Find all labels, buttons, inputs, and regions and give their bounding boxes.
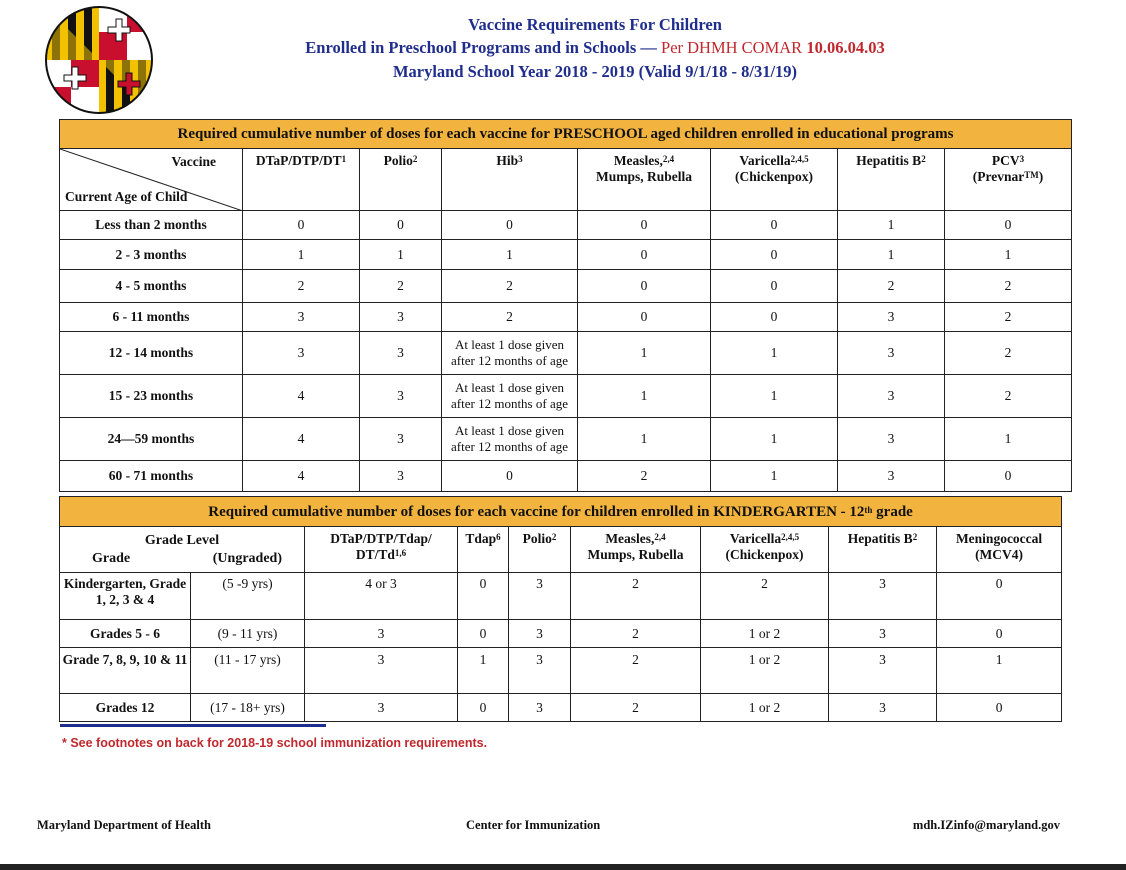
col-header-text-2: (Chickenpox)	[725, 547, 804, 562]
dose-cell: 2	[945, 270, 1072, 303]
col-header-text: DTaP/DTP/DT	[255, 153, 342, 168]
col-header-mmr	[578, 149, 711, 211]
dose-cell: 3	[829, 694, 937, 722]
vaccine-corner-label: Vaccine	[171, 154, 216, 169]
grade-level-header	[60, 527, 305, 573]
dose-cell: 0	[442, 211, 578, 240]
dose-cell: 0	[937, 620, 1062, 648]
dose-cell: 1	[711, 332, 838, 375]
subtitle-line	[160, 38, 1030, 58]
corner-cell	[60, 149, 243, 211]
dose-cell: 0	[945, 211, 1072, 240]
col-header-text: Polio	[383, 153, 413, 168]
dose-cell: 1	[711, 461, 838, 492]
dose-cell: 1	[578, 332, 711, 375]
dose-cell: 1	[838, 240, 945, 270]
dose-cell: 0	[442, 461, 578, 492]
dose-cell: 3	[829, 648, 937, 694]
dose-cell: 1	[578, 418, 711, 461]
age-label: Less than 2 months	[60, 211, 243, 240]
dose-cell: 1 or 2	[701, 620, 829, 648]
dose-cell: 3	[360, 303, 442, 332]
table-row	[60, 620, 1062, 648]
dose-cell: 3	[838, 461, 945, 492]
dose-cell: At least 1 dose given after 12 months of age	[442, 332, 578, 375]
dose-cell: 2	[571, 573, 701, 620]
dose-cell: 2	[945, 303, 1072, 332]
footnote-ref: 2	[412, 154, 418, 164]
dose-cell: 3	[829, 573, 937, 620]
dose-cell: 3	[838, 303, 945, 332]
col-header-dtap	[243, 149, 360, 211]
trademark: TM	[1024, 170, 1039, 180]
col-header-text: DTaP/DTP/Tdap/	[330, 531, 432, 546]
dose-cell: 2	[571, 648, 701, 694]
footnote-ref: 2,4,5	[781, 532, 800, 542]
dose-cell: 3	[360, 375, 442, 418]
col-header-text-2: Mumps, Rubella	[587, 547, 684, 562]
dose-cell: 3	[838, 375, 945, 418]
col-header-text: Hepatitis B	[856, 153, 922, 168]
dose-cell: 0	[578, 270, 711, 303]
col-header-text-2: (Chickenpox)	[734, 169, 813, 184]
grade-label: Grade 7, 8, 9, 10 & 11	[60, 648, 191, 694]
dose-cell: 1	[360, 240, 442, 270]
dose-cell: 2	[571, 694, 701, 722]
age-range: (5 -9 yrs)	[191, 573, 305, 620]
table-row	[60, 303, 1072, 332]
k12-banner-text: Required cumulative number of doses for each vaccine for children enrolled in KINDERGARTEN - 12	[208, 503, 865, 520]
col-header-tdap	[458, 527, 509, 573]
dose-cell: 1	[243, 240, 360, 270]
dose-cell: 0	[937, 694, 1062, 722]
dose-cell: 1	[711, 375, 838, 418]
col-header-text-2: (Prevnar	[972, 169, 1025, 184]
col-header-text-2: DT/Td	[355, 547, 395, 562]
footnote-ref: 2,4	[654, 532, 666, 542]
dose-cell: 3	[305, 694, 458, 722]
grade-level-label: Grade Level	[144, 533, 220, 548]
age-range: (11 - 17 yrs)	[191, 648, 305, 694]
age-label: 15 - 23 months	[60, 375, 243, 418]
col-header-dtap	[305, 527, 458, 573]
dose-cell: 4 or 3	[305, 573, 458, 620]
age-label: 2 - 3 months	[60, 240, 243, 270]
age-label: 6 - 11 months	[60, 303, 243, 332]
footnote-ref: 2,4,5	[790, 154, 809, 164]
preschool-banner: Required cumulative number of doses for each vaccine for PRESCHOOL aged children enrolled in educational programs	[60, 120, 1072, 149]
age-corner-label: Current Age of Child	[65, 189, 188, 204]
dose-cell: 4	[243, 461, 360, 492]
footnote-ref: 2	[551, 532, 557, 542]
col-header-text: Measles,	[613, 153, 663, 168]
k12-banner-end: grade	[872, 503, 913, 520]
dose-cell: 1 or 2	[701, 694, 829, 722]
dose-cell: 2	[243, 270, 360, 303]
dose-cell: 0	[711, 211, 838, 240]
dose-cell: 3	[838, 418, 945, 461]
col-header-mmr	[571, 527, 701, 573]
col-header-text: Polio	[522, 531, 552, 546]
dose-cell: 0	[937, 573, 1062, 620]
dose-cell: 3	[360, 332, 442, 375]
dose-cell: 2	[945, 332, 1072, 375]
footnote-ref: 3	[1019, 154, 1025, 164]
maryland-flag-seal-icon	[44, 5, 154, 115]
col-header-hib	[442, 149, 578, 211]
table-row	[60, 332, 1072, 375]
superscript: th	[864, 504, 873, 515]
table-row	[60, 648, 1062, 694]
footer-center: Center for Immunization	[466, 818, 601, 832]
col-header-text: Varicella	[729, 531, 782, 546]
table-row	[60, 694, 1062, 722]
divider-line	[60, 724, 326, 727]
dose-cell: 1	[838, 211, 945, 240]
age-range: (17 - 18+ yrs)	[191, 694, 305, 722]
grade-label: Grades 5 - 6	[60, 620, 191, 648]
dose-cell: At least 1 dose given after 12 months of age	[442, 418, 578, 461]
table-row	[60, 211, 1072, 240]
dose-cell: 0	[711, 303, 838, 332]
col-header-hepb	[829, 527, 937, 573]
dose-cell: 2	[571, 620, 701, 648]
dose-cell: 0	[711, 240, 838, 270]
dose-cell: 2	[838, 270, 945, 303]
dose-cell: 3	[509, 620, 571, 648]
dose-cell: 1	[945, 240, 1072, 270]
dose-cell: 3	[838, 332, 945, 375]
preschool-table	[59, 119, 1072, 492]
col-header-text: Hib	[496, 153, 519, 168]
school-year: Maryland School Year 2018 - 2019 (Valid 9/1/18 - 8/31/19)	[392, 62, 798, 81]
col-header-varicella	[701, 527, 829, 573]
footer-department: Maryland Department of Health	[37, 818, 211, 832]
dose-cell: 2	[360, 270, 442, 303]
bottom-edge	[0, 864, 1126, 870]
dose-cell: 3	[360, 418, 442, 461]
col-header-hepb	[838, 149, 945, 211]
dose-cell: 3	[243, 332, 360, 375]
dose-cell: 4	[243, 418, 360, 461]
dose-cell: 4	[243, 375, 360, 418]
dose-cell: 0	[578, 211, 711, 240]
dose-cell: 0	[243, 211, 360, 240]
age-label: 60 - 71 months	[60, 461, 243, 492]
footnote-ref: 1	[341, 154, 347, 164]
col-header-text: PCV	[991, 153, 1020, 168]
table-row	[60, 375, 1072, 418]
dose-cell: 0	[711, 270, 838, 303]
dose-cell: 3	[509, 648, 571, 694]
dose-cell: 1	[945, 418, 1072, 461]
table-row	[60, 270, 1072, 303]
comar-number: 10.06.04.03	[806, 38, 885, 57]
col-header-text: Tdap	[465, 531, 497, 546]
footnote-ref: 3	[518, 154, 523, 164]
col-header-text: Measles,	[605, 531, 655, 546]
dose-cell: 0	[458, 573, 509, 620]
k12-table	[59, 496, 1062, 722]
table-row	[60, 573, 1062, 620]
grade-label: Grade	[92, 551, 131, 566]
dose-cell: 0	[578, 240, 711, 270]
age-label: 12 - 14 months	[60, 332, 243, 375]
dose-cell: 2	[701, 573, 829, 620]
dose-cell: 0	[578, 303, 711, 332]
subtitle-text: Enrolled in Preschool Programs and in Schools —	[305, 38, 657, 57]
dose-cell: 1 or 2	[701, 648, 829, 694]
col-header-polio	[509, 527, 571, 573]
dose-cell: 3	[305, 620, 458, 648]
ungraded-label: (Ungraded)	[212, 551, 282, 566]
footnote-ref: 2,4	[662, 154, 675, 164]
dose-cell: 0	[458, 620, 509, 648]
footnote-ref: 6	[496, 532, 501, 542]
dose-cell: 1	[458, 648, 509, 694]
dose-cell: 0	[945, 461, 1072, 492]
dose-cell: 3	[509, 573, 571, 620]
dose-cell: 3	[243, 303, 360, 332]
dose-cell: 2	[442, 303, 578, 332]
footnote-ref: 2	[921, 154, 926, 164]
col-header-text-2: Mumps, Rubella	[595, 169, 693, 184]
dose-cell: 3	[829, 620, 937, 648]
col-header-text: Varicella	[739, 153, 791, 168]
age-label: 24—59 months	[60, 418, 243, 461]
dose-cell: 2	[442, 270, 578, 303]
dose-cell: 1	[711, 418, 838, 461]
dose-cell: At least 1 dose given after 12 months of age	[442, 375, 578, 418]
dose-cell: 3	[509, 694, 571, 722]
col-header-meningococcal	[937, 527, 1062, 573]
dose-cell: 3	[305, 648, 458, 694]
footnote-note: * See footnotes on back for 2018-19 school immunization requirements.	[62, 736, 488, 750]
comar-label: Per DHMH COMAR	[661, 38, 803, 57]
table-row	[60, 461, 1072, 492]
dose-cell: 1	[442, 240, 578, 270]
col-header-text: Hepatitis B	[847, 531, 913, 546]
footnote-ref: 1,6	[394, 548, 407, 558]
age-range: (9 - 11 yrs)	[191, 620, 305, 648]
dose-cell: 0	[360, 211, 442, 240]
grade-label: Grades 12	[60, 694, 191, 722]
age-label: 4 - 5 months	[60, 270, 243, 303]
dose-cell: 2	[945, 375, 1072, 418]
dose-cell: 3	[360, 461, 442, 492]
col-header-text-2: (MCV4)	[975, 547, 1024, 562]
k12-banner	[60, 497, 1062, 527]
table-row	[60, 418, 1072, 461]
page-title: Vaccine Requirements For Children	[468, 15, 722, 34]
paren: )	[1038, 169, 1044, 184]
footer-email: mdh.IZinfo@maryland.gov	[912, 818, 1060, 832]
dose-cell: 1	[578, 375, 711, 418]
dose-cell: 0	[458, 694, 509, 722]
col-header-text: Meningococcal	[955, 531, 1043, 546]
grade-label: Kindergarten, Grade 1, 2, 3 & 4	[60, 573, 191, 620]
col-header-polio	[360, 149, 442, 211]
dose-cell: 2	[578, 461, 711, 492]
table-row	[60, 240, 1072, 270]
dose-cell: 1	[937, 648, 1062, 694]
col-header-pcv	[945, 149, 1072, 211]
footnote-ref: 2	[912, 532, 918, 542]
maryland-logo	[44, 5, 154, 115]
col-header-varicella	[711, 149, 838, 211]
